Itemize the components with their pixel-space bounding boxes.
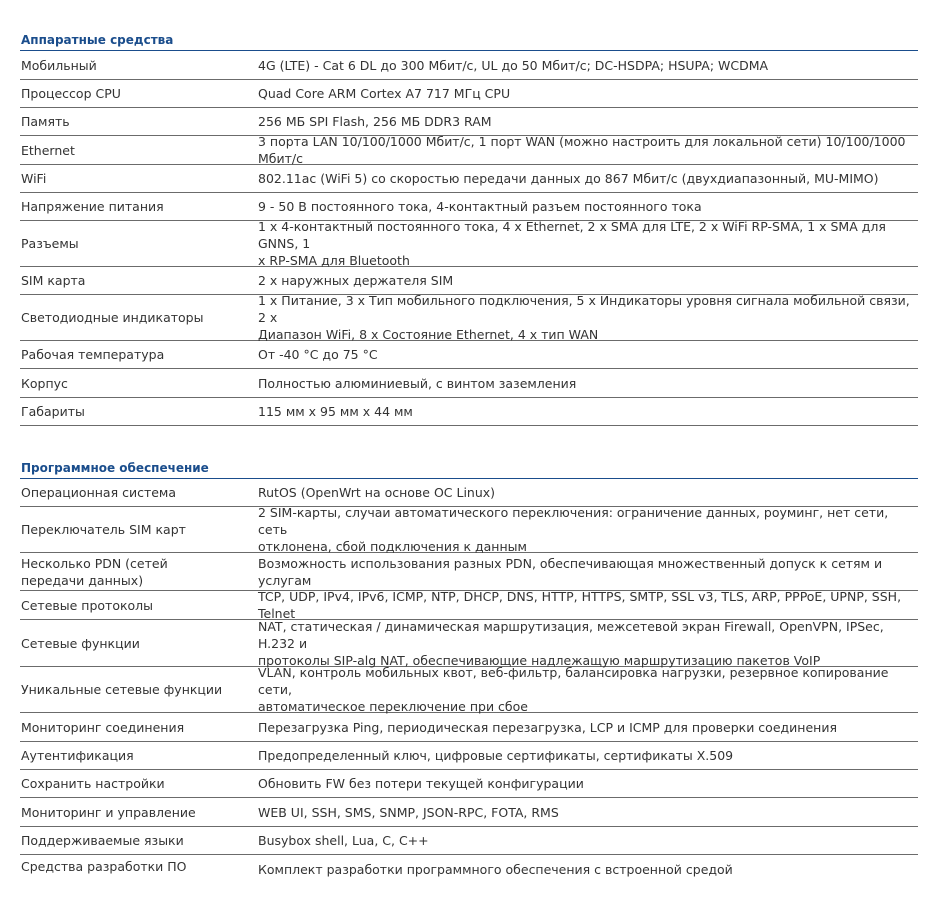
spec-value: Обновить FW без потери текущей конфигурации: [258, 776, 584, 791]
spec-label: Габариты: [21, 404, 85, 419]
spec-label: WiFi: [21, 171, 47, 186]
spec-label: Аутентификация: [21, 748, 134, 763]
table-row: [20, 369, 918, 398]
table-row: [20, 80, 918, 108]
spec-value: 2 x наружных держателя SIM: [258, 273, 454, 288]
table-row: [20, 51, 918, 80]
spec-value: 4G (LTE) - Cat 6 DL до 300 Мбит/с, UL до 50 Мбит/с; DC-HSDPA; HSUPA; WCDMA: [258, 57, 769, 73]
hardware-section-title: Аппаратные средства: [20, 30, 918, 51]
spec-label: Процессор CPU: [21, 86, 121, 101]
spec-label: Поддерживаемые языки: [21, 833, 184, 848]
spec-value: Полностью алюминиевый, с винтом заземления: [258, 375, 577, 391]
spec-value: Busybox shell, Lua, C, C++: [258, 833, 429, 848]
spec-value: 1 x 4-контактный постоянного тока, 4 x Ethernet, 2 x SMA для LTE, 2 x WiFi RP-SMA, 1 x SMA для GNNS, 1 x RP-SMA для Bluetooth: [258, 219, 886, 268]
table-row: [20, 553, 918, 591]
spec-label: Ethernet: [21, 142, 75, 158]
spec-label: Напряжение питания: [21, 199, 164, 214]
spec-value: 2 SIM-карты, случаи автоматического переключения: ограничение данных, роуминг, нет сети, сеть отклонена, сбой подключения к данным: [258, 505, 889, 554]
table-row: [20, 479, 918, 507]
spec-value: VLAN, контроль мобильных квот, веб-фильтр, балансировка нагрузки, резервное копирование сети, автоматическое переключение при сбое: [258, 665, 889, 714]
spec-label: Сетевые функции: [21, 635, 140, 651]
spec-label: Операционная система: [21, 485, 177, 500]
table-row: [20, 108, 918, 136]
spec-label: Переключатель SIM карт: [21, 522, 186, 537]
table-row: [20, 827, 918, 855]
spec-label: Мониторинг и управление: [21, 804, 196, 820]
spec-label: Разъемы: [21, 236, 79, 251]
table-row: [20, 193, 918, 221]
spec-value: Предопределенный ключ, цифровые сертификаты, сертификаты X.509: [258, 748, 734, 763]
spec-value: Комплект разработки программного обеспечения с встроенной средой: [258, 862, 733, 877]
spec-value: NAT, статическая / динамическая маршрутизация, межсетевой экран Firewall, OpenVPN, IPSec, H.232 и протоколы SIP-alg NAT, обеспечивающие надлежащую маршрутизацию пакетов VoIP: [258, 618, 884, 668]
hardware-section: [20, 30, 918, 426]
spec-value: 9 - 50 В постоянного тока, 4-контактный разъем постоянного тока: [258, 199, 702, 214]
table-row: [20, 770, 918, 798]
spec-value: 115 мм x 95 мм x 44 мм: [258, 404, 413, 419]
spec-label: Корпус: [21, 375, 68, 391]
spec-label: Сохранить настройки: [21, 776, 165, 791]
spec-value: 3 порта LAN 10/100/1000 Мбит/с, 1 порт WAN (можно настроить для локальной сети) 10/100/1000 Мбит/с: [258, 134, 906, 166]
spec-label: Светодиодные индикаторы: [21, 310, 204, 325]
table-row: [20, 798, 918, 827]
spec-label: Мобильный: [21, 57, 97, 73]
table-row: [20, 713, 918, 742]
table-row: [20, 855, 918, 884]
spec-label: Мониторинг соединения: [21, 719, 185, 735]
table-row: [20, 267, 918, 295]
spec-value: 802.11ac (WiFi 5) со скоростью передачи данных до 867 Мбит/с (двухдиапазонный, MU-MIMO): [258, 171, 879, 186]
spec-value: Quad Core ARM Cortex A7 717 МГц CPU: [258, 86, 511, 101]
spec-label: Средства разработки ПО: [21, 859, 187, 874]
table-row: [20, 507, 918, 553]
spec-value: Возможность использования разных PDN, обеспечивающая множественный допуск к сетям и услугам: [258, 555, 883, 588]
spec-label: SIM карта: [21, 273, 86, 288]
table-row: [20, 295, 918, 341]
table-row: [20, 165, 918, 193]
spec-label: Память: [21, 114, 70, 129]
table-row: [20, 398, 918, 426]
spec-value: 256 МБ SPI Flash, 256 МБ DDR3 RAM: [258, 114, 492, 129]
table-row: [20, 341, 918, 369]
spec-label: Сетевые протоколы: [21, 597, 154, 613]
table-row: [20, 667, 918, 713]
spec-value: WEB UI, SSH, SMS, SNMP, JSON-RPC, FOTA, RMS: [258, 804, 559, 820]
spec-value: TCP, UDP, IPv4, IPv6, ICMP, NTP, DHCP, DNS, HTTP, HTTPS, SMTP, SSL v3, TLS, ARP, PPPoE, UPNP, SSH, Telnet: [258, 589, 902, 621]
spec-label: Рабочая температура: [21, 347, 165, 362]
software-section-title: Программное обеспечение: [20, 458, 918, 479]
table-row: [20, 591, 918, 620]
spec-value: Перезагрузка Ping, периодическая перезагрузка, LCP и ICMP для проверки соединения: [258, 719, 837, 735]
table-row: [20, 221, 918, 267]
table-row: [20, 742, 918, 770]
spec-value: 1 x Питание, 3 x Тип мобильного подключения, 5 x Индикаторы уровня сигнала мобильной связи, 2 x Диапазон WiFi, 8 x Состояние Ethernet, 4 x тип WAN: [258, 293, 910, 342]
spec-value: От -40 °C до 75 °C: [258, 347, 378, 362]
spec-label: Несколько PDN (сетей передачи данных): [21, 555, 168, 588]
table-row: [20, 136, 918, 165]
spec-value: RutOS (OpenWrt на основе ОС Linux): [258, 485, 496, 500]
table-row: [20, 620, 918, 667]
spec-label: Уникальные сетевые функции: [21, 682, 223, 697]
software-section: [20, 458, 918, 884]
